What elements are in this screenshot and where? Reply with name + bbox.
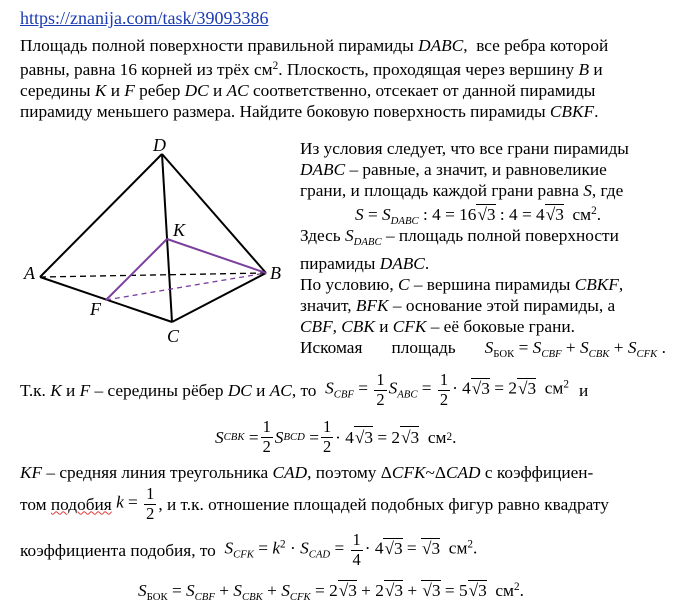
formula-k: k = $\frac{1}{2}$	[116, 484, 155, 523]
label-K: K	[173, 220, 186, 240]
word-ploshchad: площадь	[391, 337, 456, 357]
label-F: F	[90, 299, 101, 319]
kf-start: том	[20, 494, 47, 514]
coef-line	[20, 530, 477, 570]
word-podobiya: подобия	[50, 494, 112, 514]
formula-scbk: S CBK = $\frac{1}{2}$ S BCD = $\frac{1}{2}$ · 4 √3 = 2 √3 см 2 .	[215, 417, 457, 456]
edge-AB-hidden	[40, 273, 266, 277]
tk-tail: и	[578, 380, 589, 400]
right-line-7: значит, BFK – основание этой пирамиды, а	[300, 295, 616, 315]
right-line-2: DABC – равные, а значит, и равновеликие	[300, 160, 607, 179]
edge-CB	[172, 273, 266, 322]
right-line-1: Из условия следует, что все грани пирамиды	[300, 139, 629, 158]
tk-line	[20, 370, 588, 410]
solution-right-column	[300, 138, 666, 361]
right-line-5: пирамиды DABC.	[300, 253, 430, 273]
edge-DA	[40, 154, 162, 277]
edge-DC	[162, 154, 172, 322]
tk-text: Т.к. K и F – середины рёбер DC и AC, то	[20, 380, 326, 400]
label-C: C	[167, 326, 180, 346]
kf-end: , и т.к. отношение площадей подобных фигур равно квадрату	[158, 494, 609, 514]
problem-statement	[20, 35, 668, 122]
right-line-9	[300, 337, 666, 361]
source-link[interactable]: https://znanija.com/task/39093386	[20, 8, 269, 28]
coef-text: коэффициента подобия, то	[20, 540, 216, 560]
right-line-8: CBF, CBK и CFK – её боковые грани.	[300, 316, 575, 336]
pyramid-figure	[20, 135, 300, 350]
kf-line-2	[20, 484, 609, 524]
label-B: B	[270, 263, 281, 283]
intro-line-4: пирамиду меньшего размера. Найдите боковую поверхность пирамиды CBKF.	[20, 102, 599, 122]
intro-line-2: равны, равна 16 корней из трёх $см^2$. Плоскость, проходящая через вершину B и	[20, 60, 603, 80]
kf-line-1: KF – средняя линия треугольника CAD, поэтому ΔCFK~ΔCAD с коэффициен-	[20, 463, 594, 482]
intro-line-1: Площадь полной поверхности правильной пирамиды DABC, все ребра которой	[20, 36, 609, 55]
formula-scbf: $S_{CBF}$ = $\frac{1}{2}$ $S_{ABC}$ = $\frac{1}{2}$ · 4√3 = 2√3 $см^2$	[325, 370, 569, 409]
word-iskomaya: Искомая	[300, 337, 363, 357]
label-A: A	[24, 263, 35, 283]
right-line-4: Здесь $S_{DABC}$ – площадь полной поверхности	[300, 226, 619, 248]
formula-final: $S_{БОК} = S_{CBF} + S_{CBK} + S_{CFK} = 2√3 + 2√3 + √3 = 5√3$ $см^2$.	[138, 581, 524, 603]
right-line-3: грани, и площадь каждой грани равна S, где	[300, 181, 624, 200]
formula-sbok: $S_{БОК} = S_{CBF} + S_{CBK} + S_{CFK}$ .	[484, 337, 666, 360]
label-D: D	[153, 135, 166, 155]
right-line-6: По условию, C – вершина пирамиды CBKF,	[300, 274, 624, 294]
formula-face-area: $S = S_{DABC}$ : 4 = 16√3 : 4 = 4√3 $см^2$.	[355, 205, 602, 227]
formula-scfk: $S_{CFK} = k^2 \cdot S_{CAD}$ = $\frac{1}{4}$ · 4√3 = √3 $см^2$.	[224, 530, 478, 569]
section-FK	[106, 239, 167, 300]
intro-line-3: середины K и F ребер DC и AC соответственно, отсекает от данной пирамиды	[20, 81, 596, 101]
